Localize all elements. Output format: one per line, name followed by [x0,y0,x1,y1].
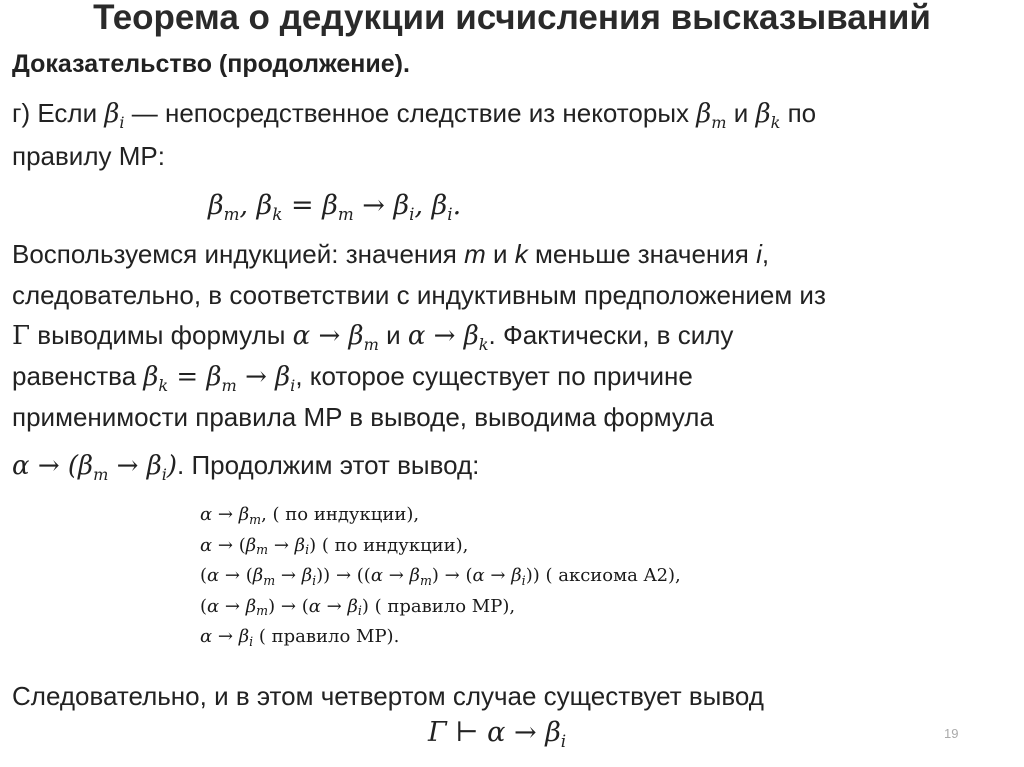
paragraph-line-5: применимости правила MP в выводе, выводима формула [12,402,714,432]
paragraph-line-2: следовательно, в соответствии с индуктивным предположением из [12,280,826,310]
derivation-step-5: $\alpha \to \beta_i$ ( правило MP). [200,626,400,649]
derivation-step-1: $\alpha \to \beta_m$, ( по индукции), [200,504,420,527]
case-intro-text: и [726,98,756,128]
beta-m-symbol: $\beta_m$ [696,99,727,132]
case-intro-line-1 [12,98,817,132]
derivation-step-4: $(\alpha \to \beta_m) \to (\alpha \to \beta_i)$ ( правило MP), [200,595,516,619]
slide-title: Теорема о дедукции исчисления высказываний [93,0,931,37]
gamma-symbol: Γ [12,321,31,351]
paragraph-line-6: $\alpha \to (\beta_m \to \beta_i)$. Продолжим этот вывод: [12,450,480,484]
paragraph-line-1: Воспользуемся индукцией: значения m и k меньше значения i, [12,239,770,269]
conclusion-formula: Γ ⊢ $\alpha \to \beta_i$ [428,717,567,751]
case-intro-line-2: правилу MP: [12,141,165,171]
case-intro-text: по [780,98,817,128]
paragraph-line-4: равенства $\beta_k = \beta_m \to \beta_i$, которое существует по причине [12,361,693,395]
beta-i-symbol: $\beta_i$ [104,99,125,132]
beta-k-symbol: $\beta_k$ [755,99,781,132]
mp-rule-formula: $\beta_m$, $\beta_k = \beta_m \to \beta_i$, $\beta_i$. [208,190,462,224]
case-intro-text: г) Если [12,98,105,128]
paragraph-line-3: Γ выводимы формулы $\alpha \to \beta_m$ и $\alpha \to \beta_k$. Фактически, в силу [12,320,734,354]
case-intro-text: — непосредственное следствие из некоторых [124,98,697,128]
derivation-step-2: $\alpha \to (\beta_m \to \beta_i)$ ( по индукции), [200,534,469,558]
derivation-block [200,500,681,653]
derivation-step-3: $(\alpha \to (\beta_m \to \beta_i)) \to ((\alpha \to \beta_m) \to (\alpha \to \beta_i))$ ( аксиома A2), [200,565,681,588]
slide-subtitle: Доказательство (продолжение). [12,50,410,78]
page-number: 19 [944,726,959,741]
conclusion-text: Следовательно, и в этом четвертом случае существует вывод [12,681,764,711]
